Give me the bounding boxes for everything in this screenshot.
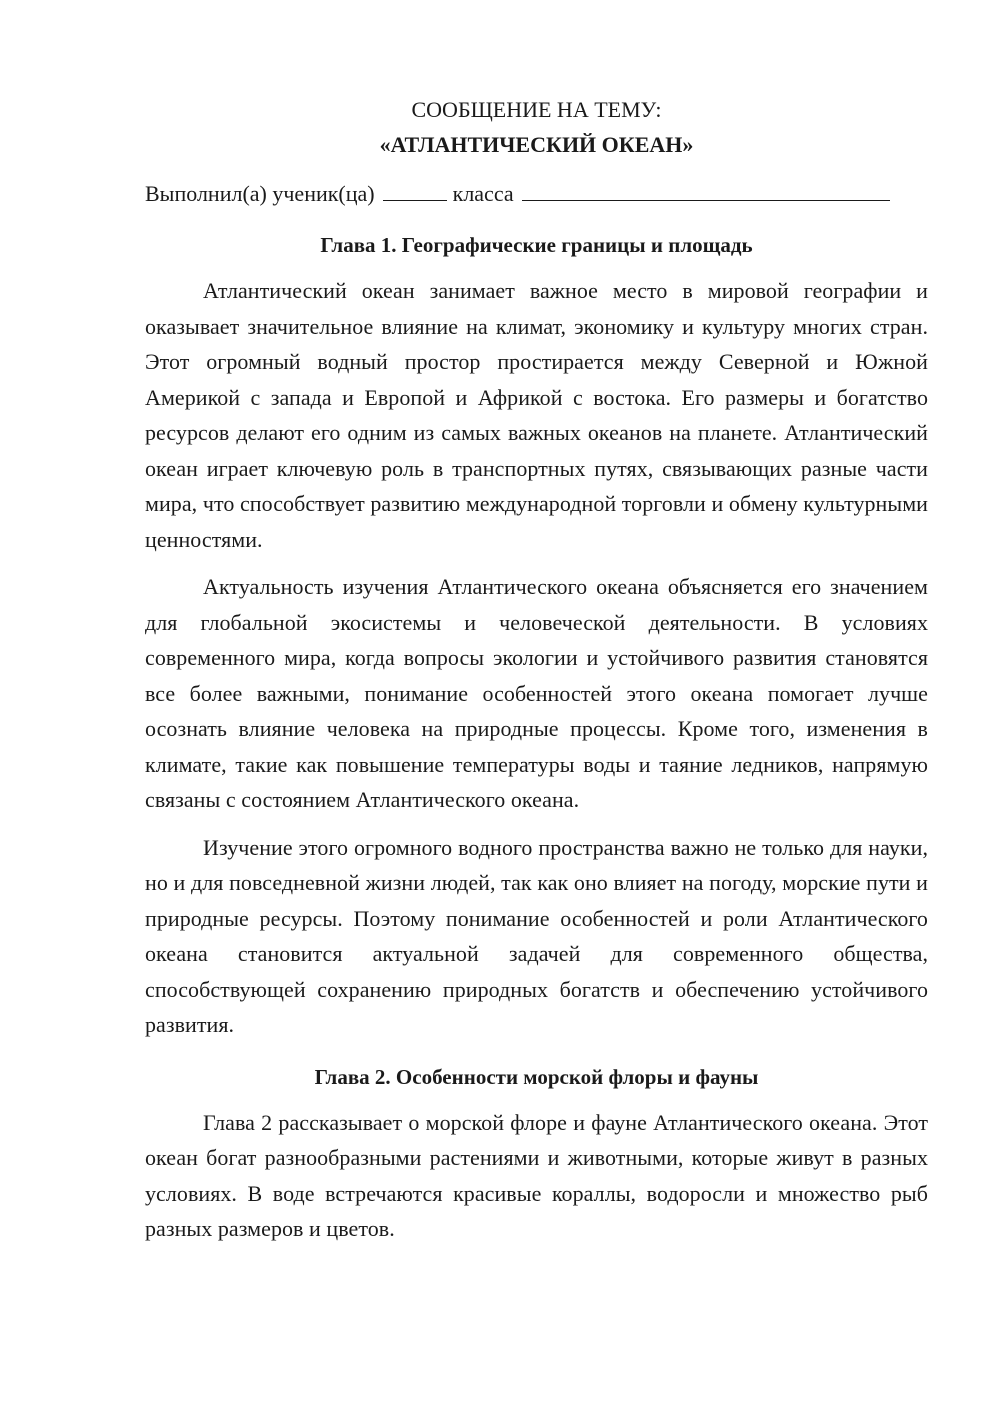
author-middle: класса: [452, 181, 514, 206]
document-body: [145, 92, 928, 1259]
author-line: [145, 176, 928, 211]
chapter-1-heading: Глава 1. Географические границы и площадь: [320, 233, 753, 257]
chapter-2-paragraph-1: Глава 2 рассказывает о морской флоре и фауне Атлантического океана. Этот океан богат разнообразными растениями и животными, которые живут в разных условиях. В воде встречаются красивые кораллы, водоросли и множество рыб разных размеров и цветов.: [145, 1109, 928, 1241]
chapter-2-heading: Глава 2. Особенности морской флоры и фауны: [314, 1064, 759, 1089]
chapter-1-paragraph-3: Изучение этого огромного водного пространства важно не только для науки, но и для повседневной жизни людей, так как оно влияет на погоду, морские пути и природные ресурсы. Поэтому понимание особенностей и роли Атлантического океана становится актуальной задачей для современного общества, способствующей сохранению природных богатств и обеспечению устойчивого развития.: [145, 834, 928, 1037]
title-line-2: «АТЛАНТИЧЕСКИЙ ОКЕАН»: [379, 132, 694, 157]
student-name-blank: [522, 180, 890, 201]
author-prefix: Выполнил(а) ученик(ца): [145, 181, 375, 206]
chapter-1-paragraph-2: Актуальность изучения Атлантического океана объясняется его значением для глобальной экосистемы и человеческой деятельности. В условиях современного мира, когда вопросы экологии и устойчивого развития становятся все более важными, понимание особенностей этого океана помогает лучше осознать влияние человека на природные процессы. Кроме того, изменения в климате, такие как повышение температуры воды и таяние ледников, напрямую связаны с состоянием Атлантического океана.: [145, 574, 928, 812]
chapter-1-paragraph-1: Атлантический океан занимает важное место в мировой географии и оказывает значительное влияние на климат, экономику и культуру многих стран. Этот огромный водный простор простирается между Северной и Южной Америкой с запада и Европой и Африкой с востока. Его размеры и богатство ресурсов делают его одним из самых важных океанов на планете. Атлантический океан играет ключевую роль в транспортных путях, связывающих разные части мира, что способствует развитию международной торговли и обмену культурными ценностями.: [145, 278, 928, 552]
title-line-1: СООБЩЕНИЕ НА ТЕМУ:: [411, 97, 662, 122]
class-number-blank: [383, 180, 447, 201]
